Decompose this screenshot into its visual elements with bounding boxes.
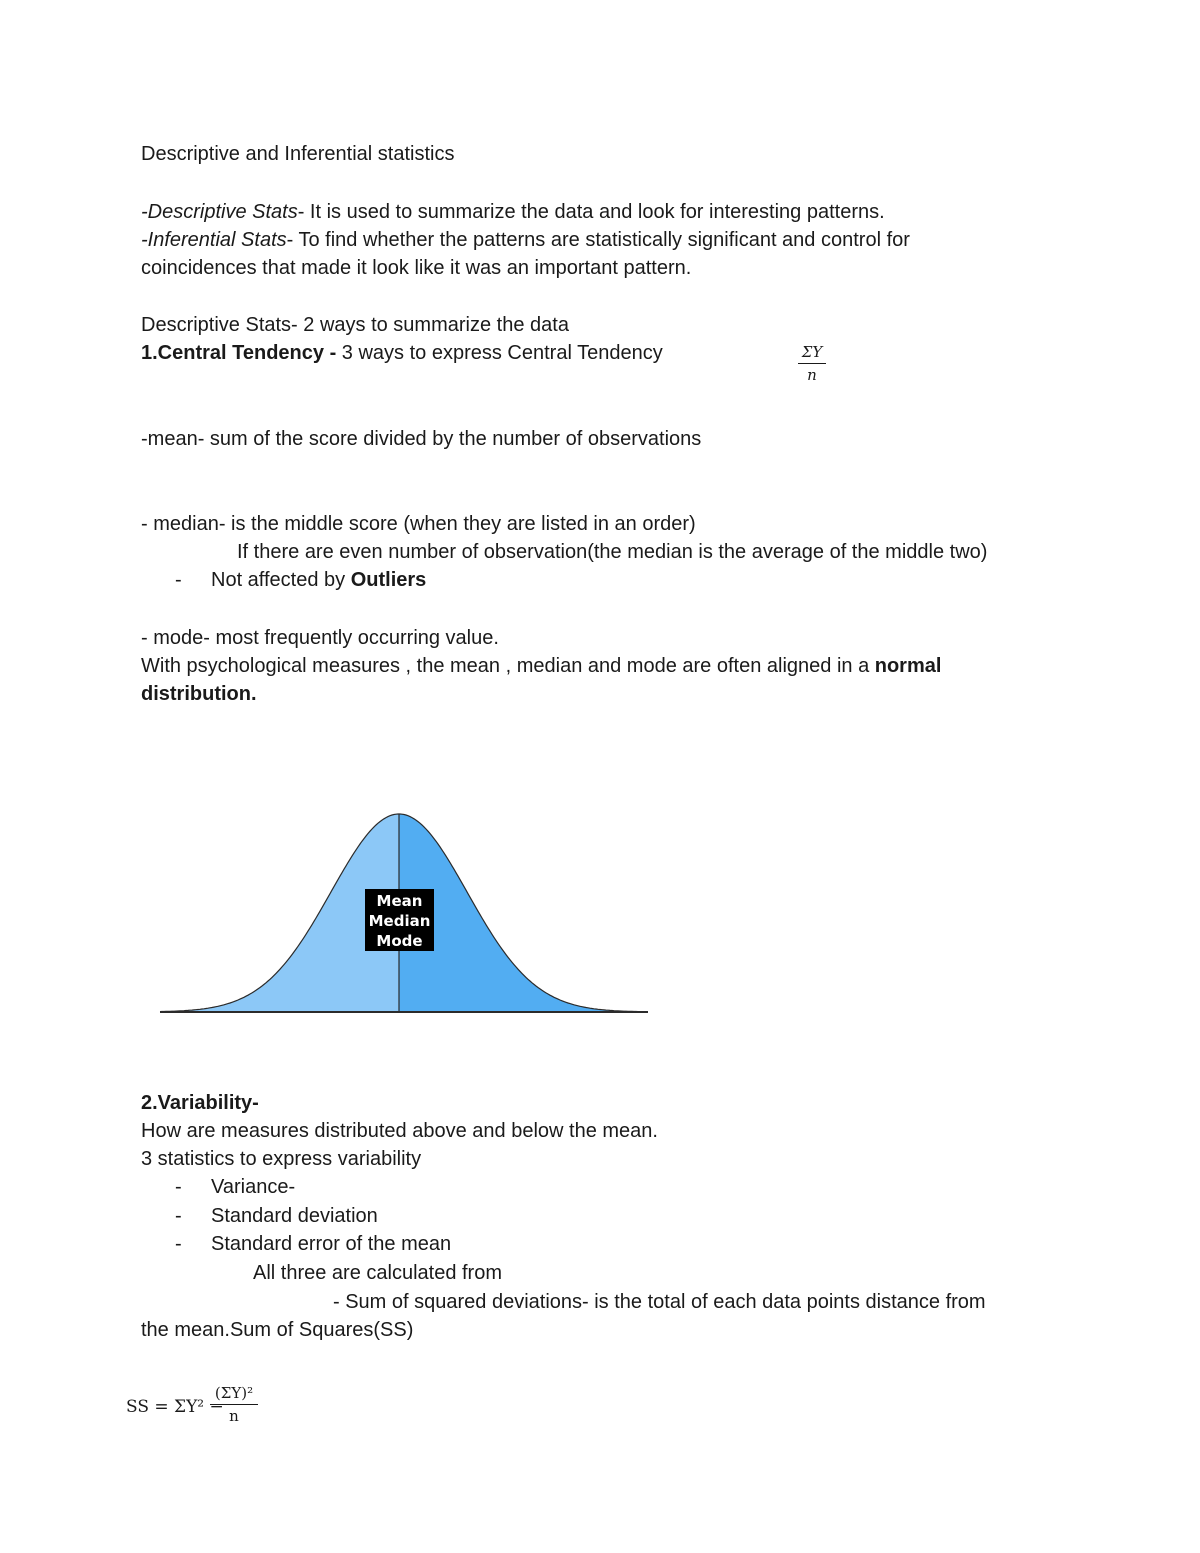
list-item-standard-error: Standard error of the mean — [211, 1233, 452, 1255]
mean-definition: -mean- sum of the score divided by the number of observations — [141, 428, 702, 450]
variability-description: How are measures distributed above and below the mean. — [141, 1120, 658, 1142]
curve-left-half — [160, 814, 399, 1012]
ss-formula-fraction — [210, 1384, 258, 1425]
inferential-term: -Inferential Stats — [141, 229, 287, 251]
bullet-dash: - — [175, 1233, 182, 1255]
central-tendency-line — [141, 339, 663, 367]
ss-formula-numerator: (ΣY)² — [214, 1384, 254, 1402]
descriptive-text: - It is used to summarize the data and look for interesting patterns. — [297, 201, 885, 223]
central-tendency-label: 1.Central Tendency - — [141, 342, 337, 364]
outliers-text: Not affected by — [211, 569, 351, 591]
ss-formula-denominator: n — [229, 1407, 239, 1425]
sum-of-squares-definition: - Sum of squared deviations- is the total of each data points distance from — [333, 1291, 986, 1313]
distribution-bold: distribution. — [141, 683, 257, 705]
median-even-note: If there are even number of observation(the median is the average of the middle two) — [237, 541, 988, 563]
label-median: Median — [368, 912, 431, 930]
summary-heading: Descriptive Stats- 2 ways to summarize the data — [141, 314, 569, 336]
mean-formula — [798, 343, 826, 384]
list-item-standard-deviation: Standard deviation — [211, 1205, 378, 1227]
aligned-sentence — [141, 652, 941, 680]
label-mode: Mode — [376, 932, 423, 950]
calculated-from-note: All three are calculated from — [253, 1262, 503, 1284]
normal-curve-svg — [158, 810, 650, 1016]
median-outliers-note — [211, 566, 426, 594]
inferential-definition-cont: coincidences that made it look like it was an important pattern. — [141, 257, 692, 279]
ss-formula-lhs: SS = ΣY² − — [126, 1397, 224, 1417]
central-tendency-text: 3 ways to express Central Tendency — [336, 342, 663, 364]
bullet-dash: - — [175, 1205, 182, 1227]
outliers-bold: Outliers — [350, 569, 427, 591]
aligned-text: With psychological measures , the mean , median and mode are often aligned in a — [141, 655, 875, 677]
list-item-variance: Variance- — [211, 1176, 296, 1198]
sum-of-squares-definition-cont: the mean.Sum of Squares(SS) — [141, 1319, 414, 1341]
fraction-bar — [798, 363, 826, 364]
bullet-dash: - — [175, 1176, 182, 1198]
fraction-bar — [210, 1404, 258, 1405]
inferential-text: - To find whether the patterns are statistically significant and control for — [286, 229, 910, 251]
document-title: Descriptive and Inferential statistics — [141, 143, 455, 165]
variability-heading: 2.Variability- — [141, 1092, 259, 1114]
mean-formula-denominator: n — [807, 366, 817, 384]
curve-right-half — [399, 814, 648, 1012]
mean-formula-numerator: ΣY — [801, 343, 823, 361]
variability-count: 3 statistics to express variability — [141, 1148, 422, 1170]
label-mean: Mean — [376, 892, 423, 910]
median-definition: - median- is the middle score (when they are listed in an order) — [141, 513, 696, 535]
descriptive-term: -Descriptive Stats — [141, 201, 298, 223]
bullet-dash: - — [175, 569, 182, 591]
normal-distribution-figure — [158, 810, 650, 1016]
normal-bold: normal — [874, 655, 942, 677]
mode-definition: - mode- most frequently occurring value. — [141, 627, 499, 649]
descriptive-definition — [141, 198, 885, 226]
inferential-definition — [141, 226, 910, 254]
